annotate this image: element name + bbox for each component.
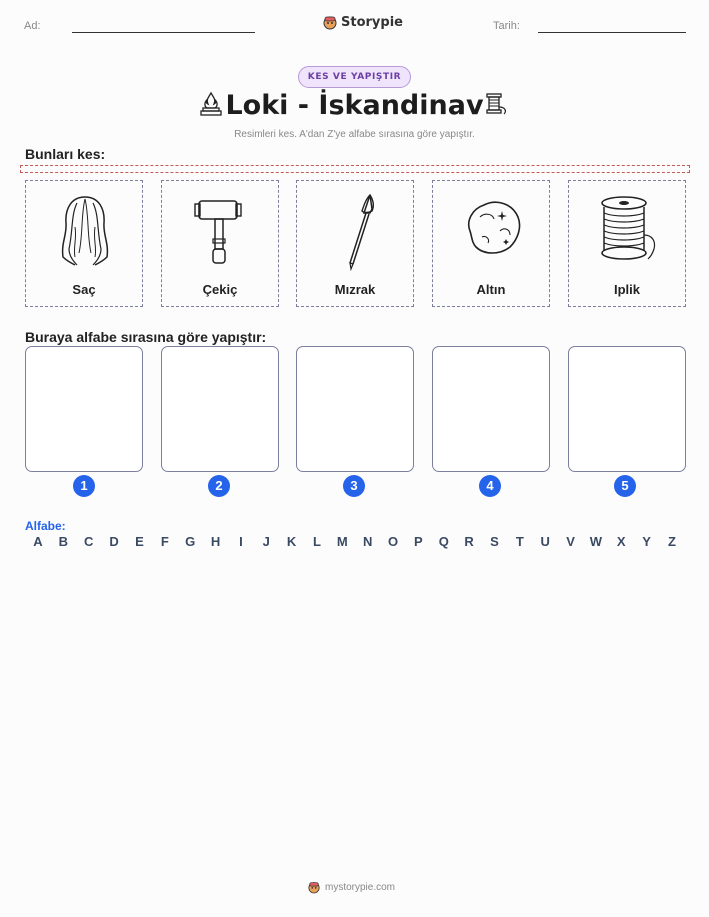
thread-spool-icon xyxy=(598,191,658,271)
card-label: Çekiç xyxy=(202,282,238,297)
alphabet-letter: T xyxy=(515,534,524,549)
thread-spool-title-icon xyxy=(483,91,509,117)
hammer-icon xyxy=(191,191,251,271)
storypie-footer-icon xyxy=(308,880,320,894)
slot-number-5: 5 xyxy=(614,475,636,497)
alphabet-label: Alfabe: xyxy=(25,519,66,533)
paste-slot-5[interactable] xyxy=(568,346,686,472)
storypie-mascot-icon xyxy=(323,14,337,30)
paste-slot-3[interactable] xyxy=(296,346,414,472)
alphabet-letter: R xyxy=(464,534,474,549)
alphabet-letter: K xyxy=(286,534,297,549)
slot-number-1: 1 xyxy=(73,475,95,497)
alphabet-letter: G xyxy=(185,534,196,549)
alphabet-letter: M xyxy=(336,534,348,549)
brand-logo xyxy=(323,14,403,30)
alphabet-letter: E xyxy=(135,534,144,549)
alphabet-letter: Z xyxy=(668,534,676,549)
slot-number-3: 3 xyxy=(343,475,365,497)
card-label: Saç xyxy=(72,282,96,297)
brand-name: Storypie xyxy=(341,14,403,30)
alphabet-letter: C xyxy=(84,534,94,549)
alphabet-letter: U xyxy=(540,534,550,549)
alphabet-letter: V xyxy=(566,534,575,549)
paste-slot-2[interactable] xyxy=(161,346,279,472)
paste-slot-1[interactable] xyxy=(25,346,143,472)
alphabet-letter: Q xyxy=(438,534,449,549)
card-label: Altın xyxy=(476,282,506,297)
gold-nugget-icon xyxy=(462,191,522,271)
name-label: Ad: xyxy=(24,20,41,32)
date-label: Tarih: xyxy=(493,20,520,32)
cut-card-hammer[interactable] xyxy=(161,180,279,307)
alphabet-letter: D xyxy=(109,534,119,549)
alphabet-letter: O xyxy=(387,534,399,549)
alphabet-letter: I xyxy=(239,534,243,549)
alphabet-letter: B xyxy=(58,534,69,549)
alphabet-letter: L xyxy=(312,534,321,549)
alphabet-letter: J xyxy=(262,534,270,549)
page-title: Loki - İskandinav xyxy=(225,90,484,121)
cut-card-gold[interactable] xyxy=(432,180,550,307)
card-label: Iplik xyxy=(613,282,640,297)
alphabet-letter: F xyxy=(160,534,169,549)
alphabet-letter: H xyxy=(210,534,221,549)
alphabet-letter: X xyxy=(616,534,626,549)
instructions: Resimleri kes. A'dan Z'ye alfabe sırasına göre yapıştır. xyxy=(234,129,475,140)
card-label: Mızrak xyxy=(334,282,376,297)
spear-icon xyxy=(326,191,386,271)
cut-card-spear[interactable] xyxy=(296,180,414,307)
cut-heading: Bunları kes: xyxy=(25,146,106,162)
paste-heading: Buraya alfabe sırasına göre yapıştır: xyxy=(25,329,267,345)
slot-number-2: 2 xyxy=(208,475,230,497)
cut-card-hair[interactable] xyxy=(25,180,143,307)
name-line xyxy=(72,32,255,33)
cut-card-thread[interactable] xyxy=(568,180,686,307)
paste-slot-4[interactable] xyxy=(432,346,550,472)
activity-badge: KES VE YAPIŞTIR xyxy=(298,66,411,88)
hair-icon xyxy=(55,191,115,271)
alphabet-letter: S xyxy=(490,534,499,549)
alphabet-letter: W xyxy=(589,534,603,549)
alphabet-letter: N xyxy=(362,534,373,549)
alphabet-letter: P xyxy=(414,534,423,549)
footer-site: mystorypie.com xyxy=(325,881,396,893)
date-line xyxy=(538,32,686,33)
footer xyxy=(308,880,395,894)
cut-line xyxy=(20,165,690,173)
alphabet-letter: A xyxy=(33,534,43,549)
alphabet-letter: Y xyxy=(642,534,651,549)
slot-number-4: 4 xyxy=(479,475,501,497)
